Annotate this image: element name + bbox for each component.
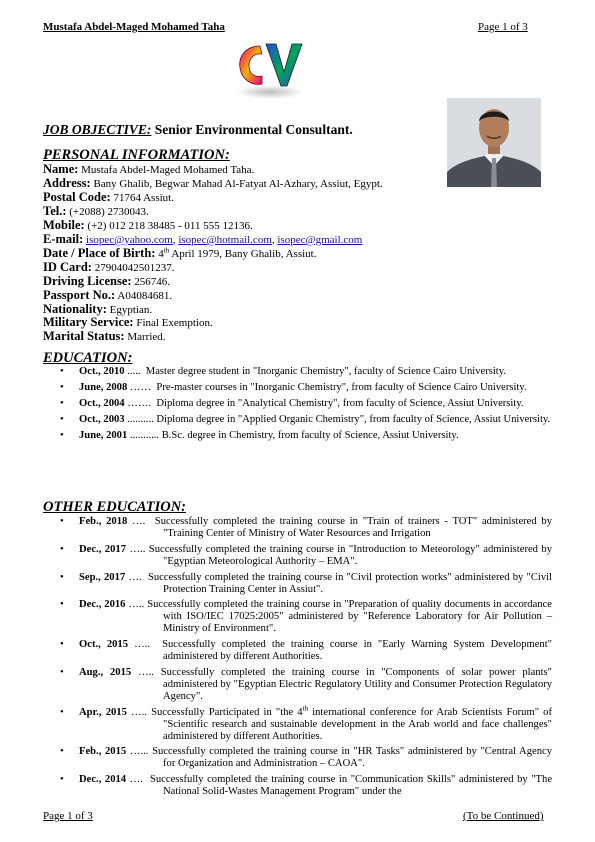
item-date: Oct., 2010 — [79, 366, 125, 377]
list-item: • Dec., 2016 ….. Successfully completed the training course in "Preparation of quality documents in accordance with ISO/IEC 17025:2005" administered by "Reference Laboratory for Air Pollution – Ministry of Environment". — [60, 599, 553, 635]
postal-value: 71764 Assiut. — [113, 191, 174, 204]
dob-suffix: th — [163, 246, 170, 255]
item-separator: …. — [127, 516, 146, 527]
item-text: Pre-master courses in "Inorganic Chemistry", from faculty of Science Cairo University. — [156, 382, 527, 394]
item-separator: ….. — [126, 543, 146, 555]
education-list — [62, 366, 552, 446]
postal-label: Postal Code: — [43, 189, 111, 204]
tel-label: Tel.: — [43, 203, 67, 218]
nationality-value: Egyptian. — [109, 303, 153, 316]
tel-value: (+2088) 2730043. — [69, 205, 149, 218]
item-date: Dec., 2014 — [79, 774, 127, 786]
mobile-row — [43, 219, 513, 233]
military-label: Military Service: — [43, 315, 134, 330]
email-link-hotmail[interactable]: isopec@hotmail.com — [178, 233, 272, 246]
dob-row — [43, 247, 513, 261]
list-item: • Dec., 2017 ….. Successfully completed the training course in "Introduction to Meteorology" administered by "Egyptian Meteorological Authority – EMA". — [60, 543, 553, 567]
item-separator: ….. — [128, 639, 150, 651]
item-text: Successfully completed the training course in "Communication Skills" administered by "The National Solid-Wastes Management Program" under the — [149, 774, 553, 798]
address-row — [43, 177, 513, 191]
header-page-number: Page 1 of 3 — [478, 21, 528, 33]
dob-value: April 1979, Bany Ghalib, Assiut. — [171, 247, 317, 260]
postal-row — [43, 191, 513, 205]
item-separator: ….. — [125, 599, 145, 611]
job-objective — [43, 122, 353, 138]
personal-information — [43, 163, 513, 344]
education-heading: EDUCATION: — [43, 350, 133, 366]
ordinal-suffix: th — [302, 704, 309, 713]
email-link-yahoo[interactable]: isopec@yahoo.com — [86, 233, 173, 246]
passport-value: A04084681. — [117, 289, 173, 302]
item-date: Oct., 2015 — [79, 639, 129, 651]
driving-value: 256746. — [134, 275, 171, 288]
id-label: ID Card: — [43, 259, 92, 274]
list-item: • Dec., 2014 …. Successfully completed the training course in "Communication Skills" administered by "The National Solid-Wastes Management Program" under the — [60, 774, 553, 798]
item-text: B.Sc. degree in Chemistry, from faculty of Science, Assiut University. — [161, 430, 459, 442]
objective-value: Senior Environmental Consultant. — [154, 122, 353, 137]
footer-page-number: Page 1 of 3 — [43, 810, 93, 822]
list-item: • Feb., 2015 …... Successfully completed the training course in "HR Tasks" administered by "Central Agency for Organization and Administration – CAOA". — [60, 746, 552, 770]
driving-row — [43, 275, 513, 289]
item-separator: …. — [126, 774, 143, 786]
item-text: Successfully completed the training course in "Train of trainers - TOT" administered by "Training Center of Ministry of Water Resources and Irrigation — [154, 516, 553, 539]
tel-row — [43, 205, 513, 219]
item-date: Oct., 2004 — [79, 398, 125, 410]
email-link-gmail[interactable]: isopec@gmail.com — [277, 233, 363, 246]
item-date: June, 2008 — [79, 382, 128, 394]
email-separator: , — [172, 233, 179, 246]
personal-information-heading: PERSONAL INFORMATION: — [43, 147, 230, 163]
list-item: • Oct., 2003 .......... Diploma degree in "Applied Organic Chemistry", from faculty of Science, Assiut University. — [60, 414, 551, 426]
address-label: Address: — [43, 175, 91, 190]
email-separator: , — [271, 233, 278, 246]
objective-label: JOB OBJECTIVE: — [43, 122, 152, 137]
item-text: Successfully completed the training course in "Civil protection works" administered by "Civil Protection Training Center in Assiut". — [147, 571, 553, 595]
mobile-label: Mobile: — [43, 217, 85, 232]
other-education-heading: OTHER EDUCATION: — [43, 499, 187, 515]
dob-day: 4 — [158, 247, 164, 260]
item-text: Diploma degree in "Analytical Chemistry", from faculty of Science, Assiut University. — [156, 398, 524, 410]
dob-label: Date / Place of Birth: — [43, 245, 156, 260]
passport-row — [43, 289, 513, 303]
item-date: Oct., 2003 — [79, 414, 125, 426]
name-value: Mustafa Abdel-Maged Mohamed Taha. — [81, 164, 255, 176]
name-label: Name: — [43, 162, 79, 176]
item-date: Apr., 2015 — [79, 706, 127, 718]
id-row — [43, 261, 513, 275]
marital-label: Marital Status: — [43, 329, 125, 344]
marital-value: Married. — [127, 331, 166, 344]
item-separator: .......... — [124, 414, 154, 426]
item-text: Successfully completed the training course in "Early Warning System Development" administered by different Authorities. — [162, 639, 552, 663]
item-date: Aug., 2015 — [79, 666, 132, 678]
list-item: • Feb., 2018 …. Successfully completed the training course in "Train of trainers - TOT" administered by "Training Center of Ministry of Water Resources and Irrigation — [60, 516, 553, 539]
item-date: Sep., 2017 — [79, 571, 126, 583]
item-separator: …... — [126, 746, 149, 758]
item-separator: …. — [125, 571, 142, 583]
cv-logo — [232, 40, 312, 102]
nationality-row — [43, 303, 513, 317]
item-text: Successfully completed the training course in "Components of solar power plants" administered by "Egyptian Electric Regulatory Utility and Consumer Protection Regulatory Agency". — [160, 666, 552, 702]
passport-label: Passport No.: — [43, 287, 116, 302]
item-text: Successfully completed the training course in "HR Tasks" administered by "Central Agency for Organization and Administration – CAOA". — [152, 746, 552, 770]
email-label: E-mail: — [43, 231, 84, 246]
military-row — [43, 316, 513, 330]
driving-label: Driving License: — [43, 273, 132, 288]
other-education-list — [62, 516, 552, 802]
list-item: • Sep., 2017 …. Successfully completed the training course in "Civil protection works" administered by "Civil Protection Training Center in Assiut". — [60, 571, 553, 595]
item-text-cont: international conference for Arab Scientists Forum" of "Scientific research and sustainable development in the Arab world and face challenges" administered by different Authorities. — [163, 706, 552, 742]
item-separator: ….. — [126, 706, 147, 718]
item-text: Successfully completed the training course in "Introduction to Meteorology" administered by "Egyptian Meteorological Authority – EMA". — [148, 543, 553, 567]
item-text: Successfully Participated in "the 4 — [151, 706, 303, 718]
item-separator: …… — [127, 382, 152, 394]
item-date: Feb., 2015 — [79, 746, 127, 758]
item-text: Successfully completed the training course in "Preparation of quality documents in accordance with ISO/IEC 17025:2005" administered by "Reference Laboratory for Air Pollution – Ministry of Environment". — [147, 599, 553, 635]
name-row — [43, 163, 513, 177]
list-item: • Oct., 2015 ….. Successfully completed the training course in "Early Warning System Development" administered by different Authorities. — [60, 639, 552, 663]
list-item: • Apr., 2015 ….. Successfully Participated in "the 4th international conference for Arab Scientists Forum" of "Scientific research and sustainable development in the Arab world and face challenges" administered by different Authorities. — [60, 704, 552, 742]
marital-row — [43, 330, 513, 344]
item-date: Feb., 2018 — [79, 516, 128, 527]
header-name: Mustafa Abdel-Maged Mohamed Taha — [43, 21, 225, 33]
list-item: • June, 2008 …… Pre-master courses in "Inorganic Chemistry", from faculty of Science Cairo University. — [60, 382, 527, 394]
item-date: June, 2001 — [79, 430, 128, 442]
item-text: Diploma degree in "Applied Organic Chemistry", from faculty of Science, Assiut University. — [156, 414, 551, 426]
item-date: Dec., 2016 — [79, 599, 126, 611]
list-item: • June, 2001 ........... B.Sc. degree in Chemistry, from faculty of Science, Assiut University. — [60, 430, 459, 442]
item-separator: ……. — [124, 398, 152, 410]
footer-continued: (To be Continued) — [463, 810, 544, 822]
item-text: Master degree student in "Inorganic Chemistry", faculty of Science Cairo University. — [145, 366, 506, 377]
item-separator: ..... — [124, 366, 141, 377]
military-value: Final Exemption. — [136, 317, 213, 330]
address-value: Bany Ghalib, Begwar Mahad Al-Fatyat Al-Azhary, Assiut, Egypt. — [93, 177, 383, 190]
id-value: 27904042501237. — [94, 261, 175, 274]
item-date: Dec., 2017 — [79, 543, 126, 555]
email-row — [43, 233, 513, 247]
mobile-value: (+2) 012 218 38485 - 011 555 12136. — [87, 219, 253, 232]
list-item: • Aug., 2015 ….. Successfully completed the training course in "Components of solar power plants" administered by "Egyptian Electric Regulatory Utility and Consumer Protection Regulatory Agency". — [60, 666, 552, 702]
item-separator: ........... — [127, 430, 160, 442]
list-item: • Oct., 2010 ..... Master degree student in "Inorganic Chemistry", faculty of Science Cairo University. — [60, 366, 506, 377]
list-item: • Oct., 2004 ……. Diploma degree in "Analytical Chemistry", from faculty of Science, Assiut University. — [60, 398, 524, 410]
item-separator: ….. — [131, 666, 154, 678]
nationality-label: Nationality: — [43, 301, 107, 316]
